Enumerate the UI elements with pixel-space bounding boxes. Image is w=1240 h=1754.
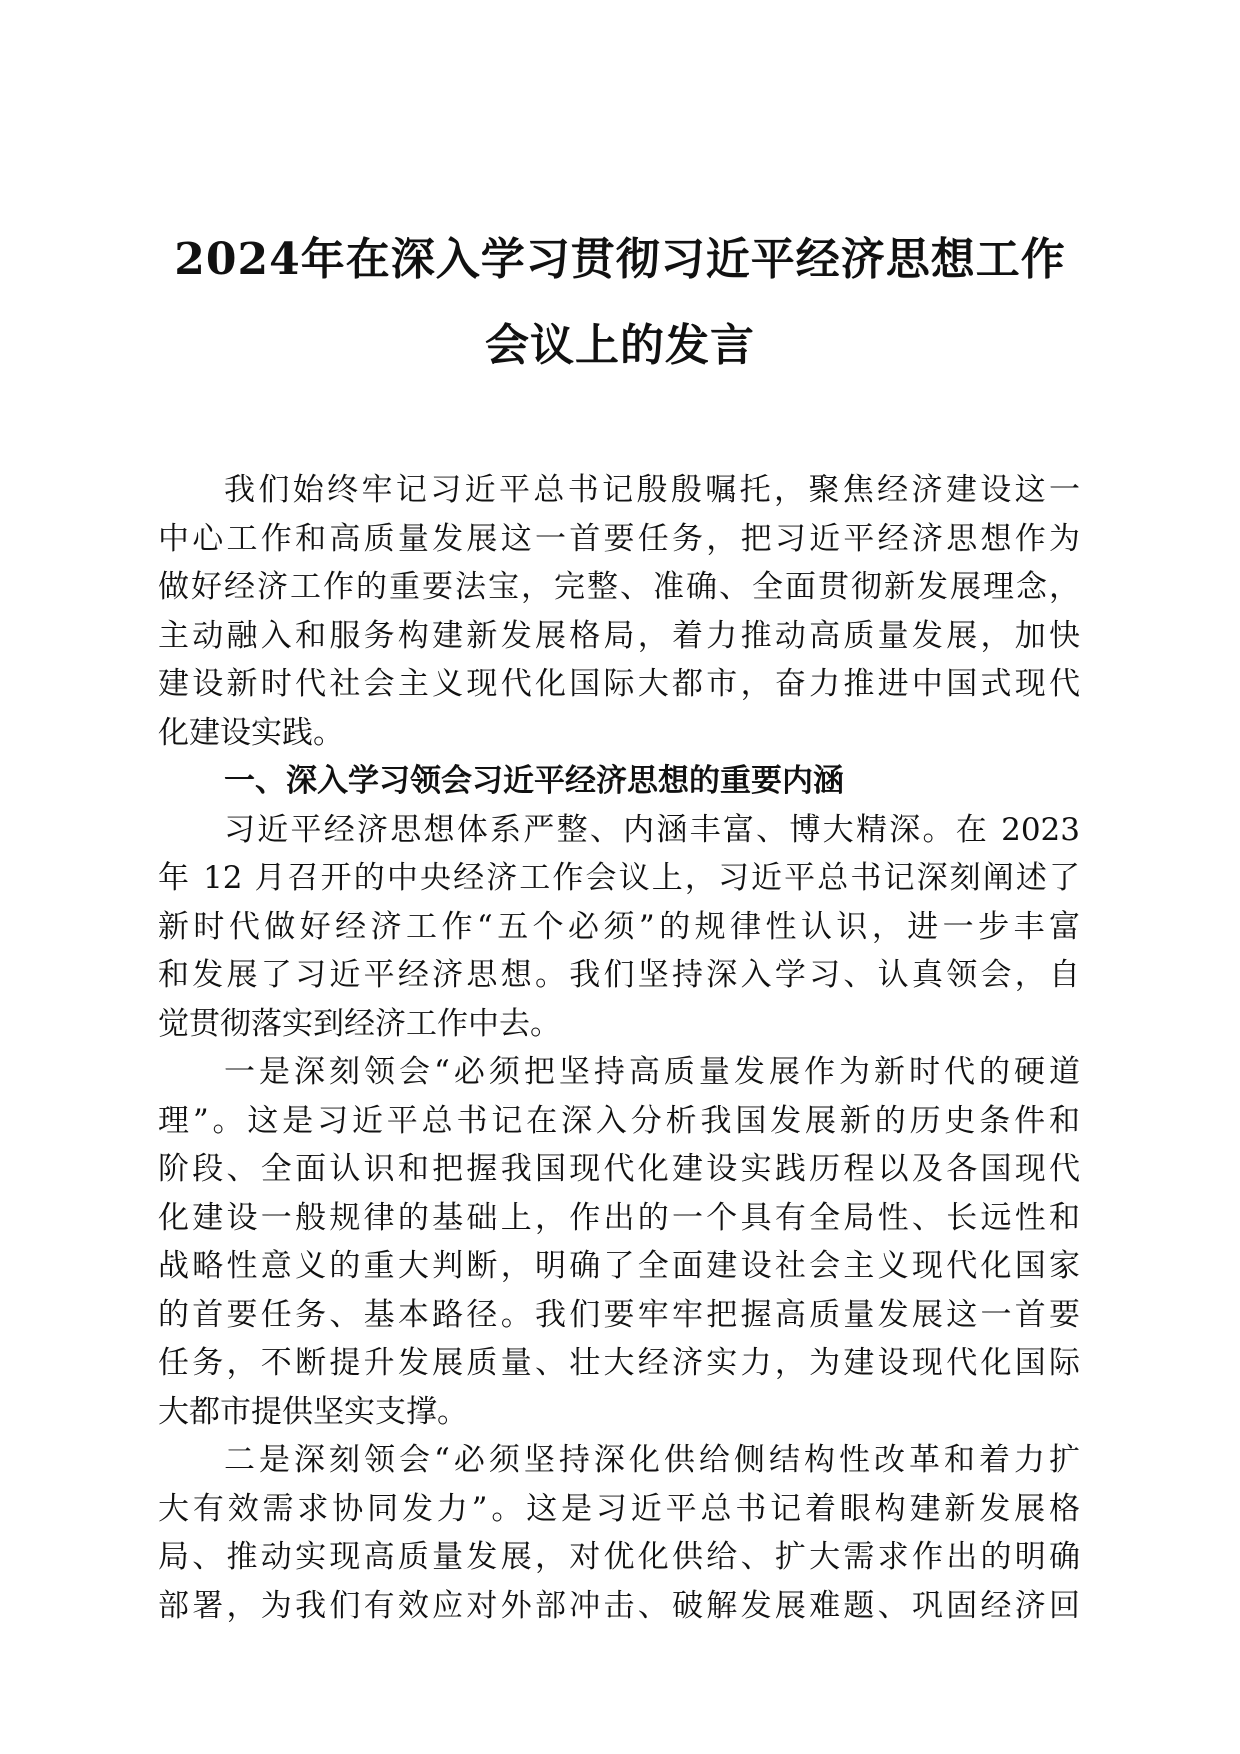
text-line: 建设新时代社会主义现代化国际大都市，奋力推进中国式现代 xyxy=(158,666,1080,702)
paragraph-3 xyxy=(158,1048,1080,1436)
document-title-line-2: 会议上的发言 xyxy=(485,320,755,371)
text-line: 理”。这是习近平总书记在深入分析我国发展新的历史条件和 xyxy=(158,1102,1080,1139)
text-line: 大有效需求协同发力”。这是习近平总书记着眼构建新发展格 xyxy=(158,1490,1080,1527)
text-line: 习近平经济思想体系严整、内涵丰富、博大精深。在 2023 xyxy=(224,811,1080,848)
text-line: 年 12 月召开的中央经济工作会议上，习近平总书记深刻阐述了 xyxy=(158,860,1080,896)
text-line: 局、推动实现高质量发展，对优化供给、扩大需求作出的明确 xyxy=(158,1539,1080,1575)
text-line: 二是深刻领会“必须坚持深化供给侧结构性改革和着力扩 xyxy=(224,1442,1080,1478)
text-line: 觉贯彻落实到经济工作中去。 xyxy=(158,1005,561,1042)
section-heading-1: 一、深入学习领会习近平经济思想的重要内涵 xyxy=(224,763,844,799)
document-body xyxy=(158,466,1080,1630)
text-line: 我们始终牢记习近平总书记殷殷嘱托，聚焦经济建设这一 xyxy=(224,472,1080,508)
text-line: 一是深刻领会“必须把坚持高质量发展作为新时代的硬道 xyxy=(224,1054,1080,1090)
text-line: 大都市提供坚实支撑。 xyxy=(158,1393,468,1430)
text-line: 的首要任务、基本路径。我们要牢牢把握高质量发展这一首要 xyxy=(158,1296,1080,1333)
document-title-line-1: 2024年在深入学习贯彻习近平经济思想工作 xyxy=(174,234,1066,285)
text-line: 和发展了习近平经济思想。我们坚持深入学习、认真领会，自 xyxy=(158,957,1080,993)
text-line: 主动融入和服务构建新发展格局，着力推动高质量发展，加快 xyxy=(158,617,1080,654)
text-line: 化建设一般规律的基础上，作出的一个具有全局性、长远性和 xyxy=(158,1199,1080,1236)
paragraph-2 xyxy=(158,806,1080,1049)
text-line: 部署，为我们有效应对外部冲击、破解发展难题、巩固经济回 xyxy=(158,1587,1080,1624)
paragraph-1 xyxy=(158,466,1080,757)
text-line: 中心工作和高质量发展这一首要任务，把习近平经济思想作为 xyxy=(158,520,1080,557)
text-line: 化建设实践。 xyxy=(158,714,344,751)
text-line: 新时代做好经济工作“五个必须”的规律性认识，进一步丰富 xyxy=(158,908,1080,945)
text-line: 战略性意义的重大判断，明确了全面建设社会主义现代化国家 xyxy=(158,1248,1080,1284)
text-line: 做好经济工作的重要法宝，完整、准确、全面贯彻新发展理念， xyxy=(158,569,1080,605)
text-line: 任务，不断提升发展质量、壮大经济实力，为建设现代化国际 xyxy=(158,1345,1080,1381)
text-line: 阶段、全面认识和把握我国现代化建设实践历程以及各国现代 xyxy=(158,1151,1080,1187)
paragraph-4 xyxy=(158,1436,1080,1630)
